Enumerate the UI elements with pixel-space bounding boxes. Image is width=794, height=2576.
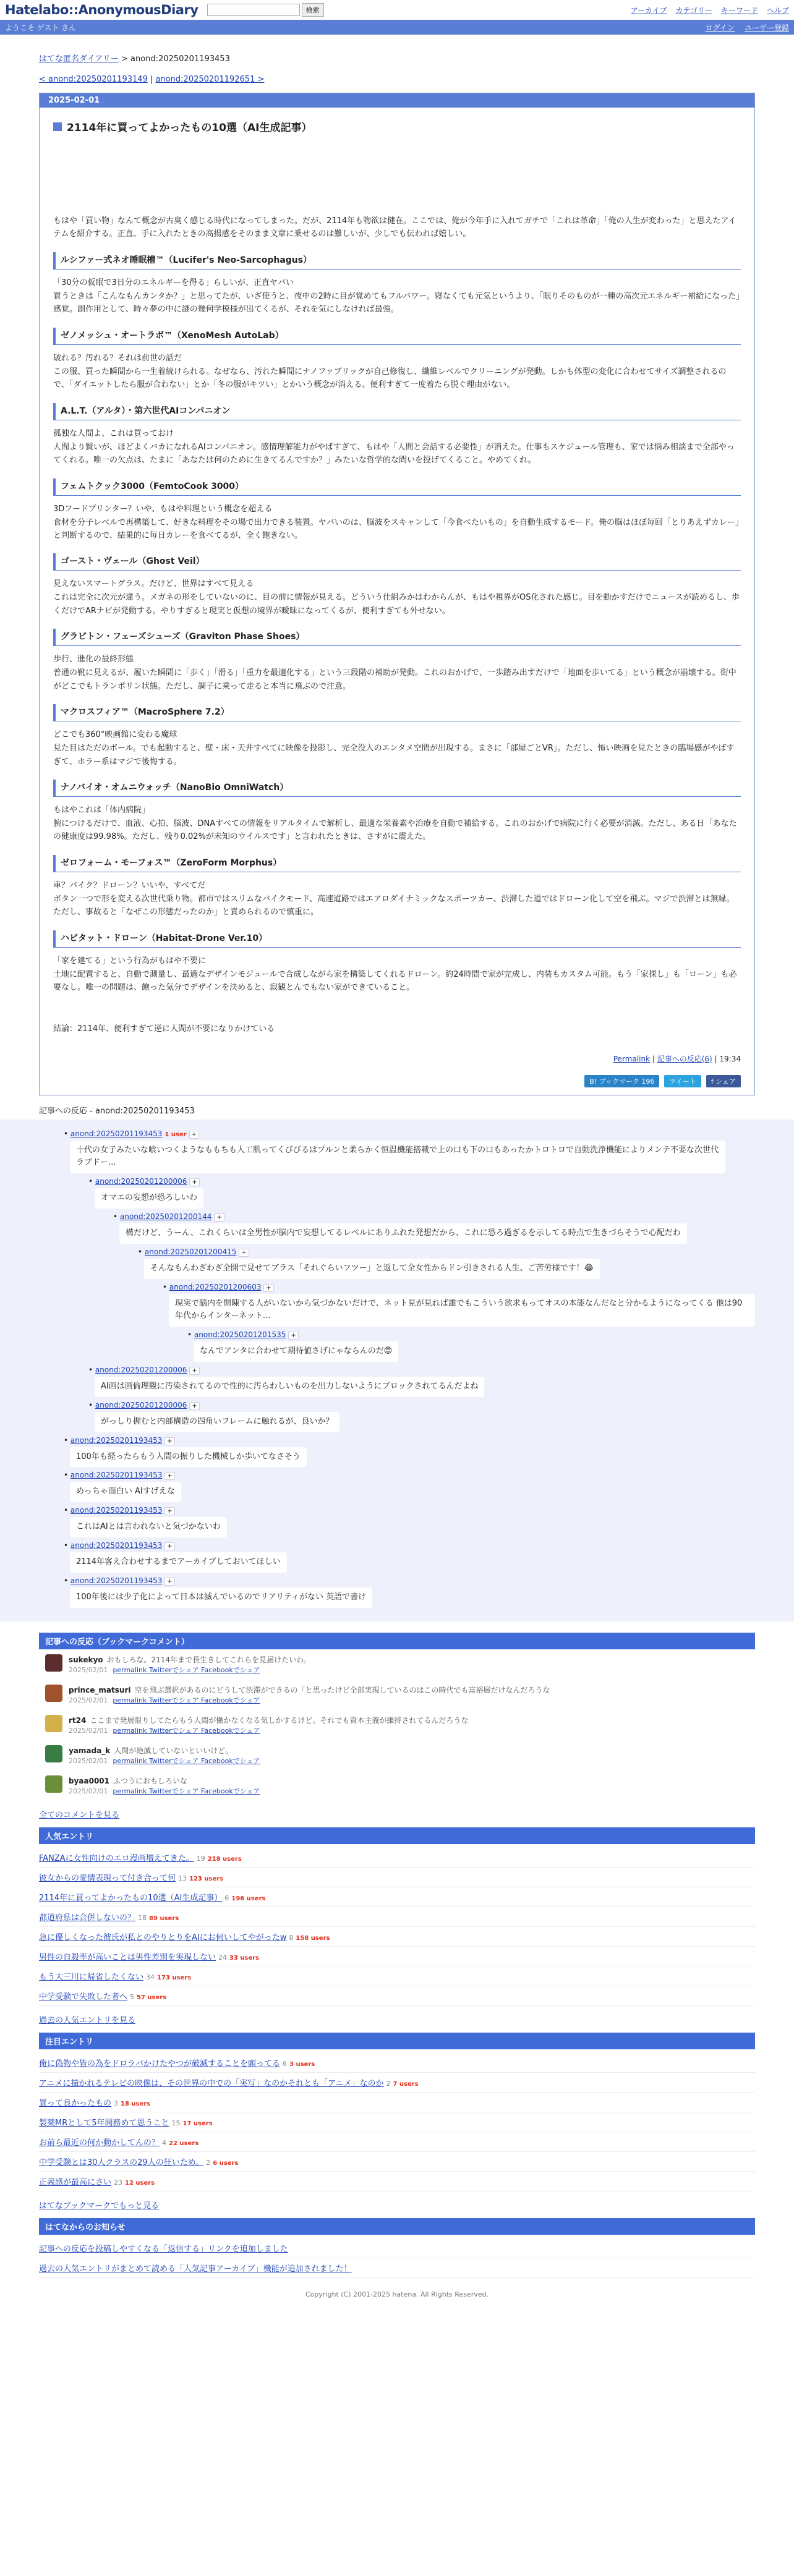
product-description: 腕につけるだけで、血液、心拍、脳波、DNAすべての情報をリアルタイムで解析し、最適な栄養素や治療を自動で補給する。これのおかげで病院に行く必要が消滅。ただし、ある日「あなたの健康度は99.98%。ただし、残り0.02%が未知のウイルスです」と言われたときは、さすがに震えた。 bbox=[53, 819, 737, 842]
expand-icon[interactable]: + bbox=[164, 1578, 174, 1586]
popular-entry bbox=[39, 1966, 755, 1986]
comment-count: 6 bbox=[283, 2059, 288, 2068]
reaction-item bbox=[64, 1436, 755, 1468]
reaction-tree bbox=[0, 1120, 794, 1622]
entry-link[interactable]: 2114年に買ってよかったもの10選（AI生成記事） bbox=[39, 1893, 223, 1903]
user-count-badge[interactable]: 173 users bbox=[157, 1974, 192, 1981]
expand-icon[interactable]: + bbox=[189, 1131, 199, 1139]
entry-link[interactable]: 彼女からの愛情表現って付き合って何 bbox=[39, 1873, 176, 1883]
user-count-badge[interactable]: 33 users bbox=[229, 1954, 260, 1962]
reactions-title: 記事への反応 - anond:20250201193453 bbox=[39, 1106, 195, 1116]
reaction-item bbox=[88, 1177, 755, 1209]
welcome-text: ようこそ ゲスト さん bbox=[5, 23, 77, 32]
bookmark-date: 2025/02/01 bbox=[69, 1696, 108, 1704]
bullet-icon: • bbox=[88, 1366, 95, 1374]
reaction-header bbox=[138, 1248, 755, 1256]
bookmark-user[interactable]: rt24 bbox=[69, 1715, 87, 1725]
user-count-badge[interactable]: 12 users bbox=[125, 2179, 155, 2187]
user-count-badge[interactable]: 17 users bbox=[182, 2120, 213, 2127]
expand-icon[interactable]: + bbox=[164, 1437, 174, 1445]
nav-help[interactable]: ヘルプ bbox=[766, 6, 789, 15]
reaction-header bbox=[64, 1541, 755, 1550]
reaction-item bbox=[163, 1283, 755, 1327]
all-comments-link[interactable]: 全てのコメントを見る bbox=[39, 1810, 120, 1820]
reaction-header bbox=[88, 1177, 755, 1186]
comment-count: 19 bbox=[196, 1854, 205, 1863]
bookmark-date: 2025/02/01 bbox=[69, 1726, 108, 1735]
bookmark-links[interactable]: permalink Twitterでシェア Facebookでシェア bbox=[113, 1787, 260, 1795]
popular-entries bbox=[39, 1827, 755, 2025]
user-bar bbox=[0, 20, 794, 35]
reaction-item bbox=[88, 1401, 755, 1432]
bookmark-row bbox=[39, 1740, 755, 1770]
entry-nav-sep: | bbox=[147, 75, 156, 84]
expand-icon[interactable]: + bbox=[189, 1367, 199, 1375]
reaction-link[interactable]: anond:20250201200144 bbox=[119, 1212, 212, 1222]
product-heading: ゼノメッシュ・オートラボ™（XenoMesh AutoLab） bbox=[53, 328, 741, 345]
entry-link[interactable]: 買って良かったもの bbox=[39, 2098, 112, 2108]
breadcrumb-current: anond:20250201193453 bbox=[130, 54, 230, 64]
comment-count: 18 bbox=[138, 1913, 147, 1922]
reaction-header bbox=[113, 1212, 755, 1221]
product-description: 食材を分子レベルで再構築して、好きな料理をその場で出力できる装置。ヤバいのは、脳波をスキャンして「今食べたいもの」を自動生成するモード。俺の脳はほぼ毎回「とりあえずカレー」と判断するので、結果的に毎日カレーを食べてるが、全く飽きない。 bbox=[53, 517, 740, 540]
bookmark-comment: 空を飛ぶ選択があるのにどうして渋滞ができるの「と思ったけど全部実現しているのはこの時代でも富裕層だけなんだろうな bbox=[134, 1685, 550, 1694]
bullet-icon: • bbox=[113, 1212, 120, 1222]
comment-count: 13 bbox=[178, 1874, 187, 1882]
entry-link[interactable]: 急に優しくなった彼氏が私とのやりとりをAIにお伺いしてやがったw bbox=[39, 1932, 287, 1942]
popular-entry bbox=[39, 1947, 755, 1966]
entry-link[interactable]: アニメに描かれるテレビの映像は、その世界の中での「実写」なのかそれとも「アニメ」なのか bbox=[39, 2078, 384, 2088]
product-description: これは完全に次元が違う。メガネの形をしていないのに、目の前に情報が見える。どういう仕組みかはわからんが、もはや視界がOS化された感じ。目を動かすだけでニュースが読めるし、歩くだけでARナビが発動する。やりすぎると現実と仮想の境界が曖昧になってくるが、便利すぎても外せない。 bbox=[53, 593, 740, 616]
comment-count: 4 bbox=[162, 2138, 167, 2147]
bookmark-comment: ふつうにおもしろいな bbox=[113, 1776, 188, 1785]
product-heading: A.L.T.（アルタ）・第六世代AIコンパニオン bbox=[53, 403, 741, 420]
reaction-link[interactable]: anond:20250201193453 bbox=[70, 1506, 163, 1515]
product-list bbox=[53, 252, 741, 995]
entry-nav bbox=[39, 75, 755, 84]
prev-entry-link[interactable]: < anond:20250201193149 bbox=[39, 75, 148, 84]
user-count-badge[interactable]: 123 users bbox=[189, 1875, 224, 1882]
bookmark-comments-title: 記事への反応（ブックマークコメント） bbox=[39, 1633, 755, 1649]
comment-count: 5 bbox=[130, 1992, 135, 2001]
product-tagline: 破れる？汚れる？それは前世の話だ bbox=[53, 353, 182, 363]
conclusion: 結論：2114年、便利すぎて逆に人間が不要になりかけている bbox=[53, 1024, 275, 1034]
reaction-link[interactable]: anond:20250201200603 bbox=[169, 1282, 262, 1291]
reaction-item bbox=[138, 1248, 755, 1279]
popular-entry bbox=[39, 1986, 755, 2006]
product-description: 人間より賢いが、ほどよくバカになれるAIコンパニオン。感情理解能力がやばすぎて、もはや「人間と会話する必要性」が消えた。仕事もスケジュール管理も、家では悩み相談まで全部やってくれる。唯一の欠点は、たまに「あなたは何のために生きてるんですか？」みたいな哲学的な問いを投げてくること。やめてくれ。 bbox=[53, 442, 735, 465]
article-title[interactable] bbox=[53, 119, 741, 134]
reaction-text: 100年後には少子化によって日本は滅んでいるのでリアリティがない 英語で書け bbox=[70, 1588, 372, 1608]
attention-entry bbox=[39, 2132, 755, 2152]
bookmark-user[interactable]: yamada_k bbox=[69, 1746, 111, 1755]
comment-count: 15 bbox=[171, 2119, 181, 2127]
notice-link[interactable]: 過去の人気エントリがまとめて読める「人気記事アーカイブ」機能が追加されました！ bbox=[39, 2264, 352, 2274]
bookmark-row bbox=[39, 1710, 755, 1740]
reaction-header bbox=[187, 1330, 755, 1339]
entry-link[interactable]: FANZAに女性向けのエロ漫画増えてきた。 bbox=[39, 1853, 194, 1863]
user-count-badge[interactable]: 6 users bbox=[213, 2159, 239, 2167]
reaction-header bbox=[88, 1366, 755, 1374]
article-footer: Permalink | 記事への反応(6) | 19:34 bbox=[613, 1054, 741, 1063]
reaction-header bbox=[64, 1471, 755, 1479]
reaction-link[interactable]: anond:20250201200006 bbox=[95, 1400, 187, 1409]
avatar[interactable] bbox=[45, 1745, 62, 1762]
reaction-link[interactable]: anond:20250201193453 bbox=[70, 1576, 163, 1585]
reaction-item bbox=[88, 1366, 755, 1397]
attention-entry bbox=[39, 2073, 755, 2093]
popular-entry bbox=[39, 1907, 755, 1927]
reaction-text: オマエの妄想が恐ろしいわ bbox=[95, 1188, 203, 1209]
popular-entry bbox=[39, 1848, 755, 1868]
nav-archive[interactable]: アーカイブ bbox=[630, 6, 667, 15]
attention-entry bbox=[39, 2053, 755, 2073]
product-tagline: 3Dフードプリンター？いや、もはや料理という概念を超える bbox=[53, 504, 273, 514]
blank-area bbox=[53, 134, 741, 215]
popular-entry bbox=[39, 1868, 755, 1887]
entry-link[interactable]: 中学受験とは30人クラスの29人の狂いため。 bbox=[39, 2157, 204, 2167]
product-heading: ナノバイオ・オムニウォッチ（NanoBio OmniWatch） bbox=[53, 780, 741, 797]
reaction-text: これはAIとは言われないと気づかないわ bbox=[70, 1517, 227, 1537]
title-square-icon bbox=[53, 122, 62, 131]
reaction-item bbox=[187, 1330, 755, 1362]
nav-category[interactable]: カテゴリー bbox=[675, 6, 712, 15]
reaction-item bbox=[64, 1129, 755, 1174]
reaction-item bbox=[64, 1471, 755, 1502]
comment-count: 24 bbox=[218, 1953, 228, 1962]
bullet-icon: • bbox=[88, 1400, 95, 1409]
bullet-icon: • bbox=[64, 1471, 70, 1480]
reaction-header bbox=[64, 1129, 755, 1138]
bookmark-user[interactable]: sukekyo bbox=[69, 1655, 103, 1664]
avatar[interactable] bbox=[45, 1715, 62, 1732]
reaction-header bbox=[163, 1283, 755, 1291]
reaction-text: なんでアンタに合わせて期待値さげにゃならんのだ😡 bbox=[194, 1341, 398, 1362]
bullet-icon: • bbox=[64, 1129, 70, 1138]
article-body bbox=[40, 108, 754, 1095]
top-nav bbox=[631, 5, 789, 15]
bullet-icon: • bbox=[64, 1506, 70, 1515]
expand-icon[interactable]: + bbox=[239, 1249, 249, 1257]
reaction-text: 構だけど、うーん、これくらいは全男性が脳内で妄想してるレベルにありふれた発想だから、これに恐ろ過ぎるを示してる時点で生きづらそうで心配だわ bbox=[119, 1223, 687, 1244]
reaction-item bbox=[64, 1576, 755, 1608]
breadcrumb bbox=[39, 52, 755, 64]
product-tagline: もはやこれは「体内病院」 bbox=[53, 806, 150, 815]
comment-count: 34 bbox=[146, 1973, 155, 1981]
bookmark-links[interactable]: permalink Twitterでシェア Facebookでシェア bbox=[113, 1665, 260, 1674]
reaction-text: AI画は画倫理観に汚染されてるので性的に汚らわしいものを出力しないようにブロックされてるんだよね bbox=[95, 1377, 484, 1397]
reaction-text: 2114年客え合わせするまでアーカイブしておいてほしい bbox=[70, 1552, 287, 1573]
bookmark-links[interactable]: permalink Twitterでシェア Facebookでシェア bbox=[113, 1696, 260, 1704]
bullet-icon: • bbox=[187, 1330, 194, 1340]
product-tagline: 歩行、進化の最終形態 bbox=[53, 655, 134, 665]
attention-entry bbox=[39, 2093, 755, 2112]
facebook-share-button[interactable]: f シェア bbox=[706, 1075, 741, 1087]
product-description: 土地に配置すると、自動で測量し、最適なデザインモジュールで合成しながら家を構築してくれるドローン。約24時間で家が完成し、内装もカスタム可能。もう「家探し」も「ローン」も必要なし。唯一の問題は、飽った気分でデザインを決めると、寂観とんでもない家ができていること。 bbox=[53, 969, 737, 993]
product-heading: グラビトン・フェーズシューズ（Graviton Phase Shoes） bbox=[53, 629, 741, 646]
product-description: ボタン一つで形を変える次世代乗り物。都市ではスリムなバイクモード、高速道路ではエアロダイナミックなスポーツカー、渋滞した道ではドローン化して空を飛ぶ。マジで渋滞とは無縁。ただし、事故ると「なぜこの形態だったのか」と責められるので慎重に。 bbox=[53, 894, 735, 917]
bookmark-date: 2025/02/01 bbox=[69, 1787, 108, 1795]
notice-item bbox=[39, 2238, 755, 2258]
reaction-link[interactable]: anond:20250201200006 bbox=[95, 1366, 187, 1374]
bullet-icon: • bbox=[64, 1435, 70, 1445]
notice-title: はてなからのお知らせ bbox=[39, 2218, 755, 2235]
breadcrumb-home[interactable]: はてな匿名ダイアリー bbox=[39, 54, 119, 64]
product-heading: ルシファー式ネオ睡眠槽™（Lucifer's Neo-Sarcophagus） bbox=[53, 252, 741, 270]
popular-entry bbox=[39, 1887, 755, 1907]
reaction-text: めっちゃ面白い AIすげえな bbox=[70, 1482, 181, 1502]
user-count-badge[interactable]: 89 users bbox=[149, 1915, 179, 1922]
bookmark-user[interactable]: prince_matsuri bbox=[69, 1685, 131, 1694]
top-header bbox=[0, 0, 794, 20]
bookmark-comment: おもしろな。2114年まで長生きしてこれらを見届けたいわ。 bbox=[106, 1655, 311, 1664]
reaction-text: 現実で脳内を開陳する人がいないから気づかないだけで、ネット見が見れば誰でもこういう欲求もってオスの本能なんだなと分かるようになってくる 他は90年代からインターネット... bbox=[169, 1294, 755, 1327]
comment-count: 8 bbox=[289, 1933, 294, 1942]
popular-title: 人気エントリ bbox=[39, 1827, 755, 1844]
user-count-badge[interactable]: 7 users bbox=[393, 2080, 419, 2088]
product-heading: ゴースト・ヴェール（Ghost Veil） bbox=[53, 553, 741, 571]
product-tagline: 見えないスマートグラス。だけど、世界はすべて見える bbox=[53, 579, 254, 589]
entry-link[interactable]: 製薬MRとして5年間務めて思うこと bbox=[39, 2118, 169, 2128]
bookmark-date: 2025/02/01 bbox=[69, 1665, 108, 1674]
product-tagline: 「30分の仮眠で3日分のエネルギーを得る」らしいが、正直ヤバい bbox=[53, 278, 294, 287]
reaction-link[interactable]: anond:20250201193453 bbox=[70, 1129, 163, 1138]
bullet-icon: • bbox=[64, 1541, 70, 1550]
reaction-link[interactable]: anond:20250201193453 bbox=[70, 1435, 163, 1445]
avatar[interactable] bbox=[45, 1775, 62, 1793]
bookmark-row bbox=[39, 1770, 755, 1801]
attention-more-link[interactable]: はてなブックマークでもっと見る bbox=[39, 2201, 160, 2211]
attention-entry bbox=[39, 2172, 755, 2191]
notice-section bbox=[39, 2218, 755, 2278]
entry-link[interactable]: 俺に偽物や皆の為をドロラバかけたやつが破滅することを願ってる bbox=[39, 2059, 281, 2068]
product-description: 見た目はただのボール。でも起動すると、壁・床・天井すべてに映像を投影し、完全没入のエンタメ空間が出現する。まさに「部屋ごとVR」。ただし、怖い映画を見たときの臨場感がやばすぎて、ホラー系はマジで後悔する。 bbox=[53, 744, 735, 767]
attention-entries bbox=[39, 2033, 755, 2211]
attention-entry bbox=[39, 2112, 755, 2132]
bookmark-date: 2025/02/01 bbox=[69, 1756, 108, 1765]
copyright: Copyright (C) 2001-2025 hatena. All Rights Reserved. bbox=[305, 2290, 489, 2298]
reaction-text: そんなもんわざわざ全開で見せてブラス「それぐらいフツー」と返して全女性からドン引きされる人生、ご苦労様です！😂 bbox=[144, 1259, 600, 1279]
bullet-icon: • bbox=[138, 1247, 145, 1256]
tweet-button[interactable]: ツイート bbox=[664, 1075, 701, 1087]
product-heading: ゼロフォーム・モーフォス™（ZeroForm Morphus） bbox=[53, 855, 741, 872]
entry-link[interactable]: 都道府県は合併しないの？ bbox=[39, 1913, 136, 1923]
entry-link[interactable]: 正義感が最高にさい bbox=[39, 2177, 112, 2187]
expand-icon[interactable]: + bbox=[263, 1284, 273, 1292]
reaction-link[interactable]: anond:20250201201535 bbox=[194, 1330, 286, 1340]
entry-date: 2025-02-01 bbox=[40, 93, 754, 108]
product-tagline: 車？バイク？ドローン？いいや、すべてだ bbox=[53, 880, 205, 890]
reaction-header bbox=[64, 1436, 755, 1445]
post-time: 19:34 bbox=[719, 1054, 741, 1063]
expand-icon[interactable]: + bbox=[189, 1178, 199, 1186]
attention-title: 注目エントリ bbox=[39, 2033, 755, 2049]
product-description: この服、買った瞬間から一生着続けられる。なぜなら、汚れた瞬間にナノファブリックが自己修復し、繊維レベルでクリーニングが発動。しかも体型の変化に合わせてサイズ調整されるので、「ダイエットしたら服が合わない」とか「冬の服がキツい」とかいう概念が消える。便利すぎて一度着たら脱ぐ理由がない。 bbox=[53, 367, 727, 390]
bullet-icon: • bbox=[163, 1282, 169, 1291]
comment-count: 2 bbox=[206, 2158, 211, 2167]
bookmark-comments bbox=[39, 1633, 755, 1801]
bullet-icon: • bbox=[88, 1177, 95, 1186]
expand-icon[interactable]: + bbox=[164, 1472, 174, 1480]
product-tagline: 「家を建てる」という行為がもはや不要に bbox=[53, 956, 207, 966]
product-tagline: 孤独な人間よ、これは買っておけ bbox=[53, 428, 174, 438]
comment-count: 6 bbox=[224, 1894, 229, 1902]
bookmark-links[interactable]: permalink Twitterでシェア Facebookでシェア bbox=[113, 1726, 260, 1735]
expand-icon[interactable]: + bbox=[164, 1507, 174, 1515]
avatar[interactable] bbox=[45, 1685, 62, 1702]
next-entry-link[interactable]: anond:20250201192651 > bbox=[155, 75, 265, 84]
article-title-text: 2114年に買ってよかったもの10選（AI生成記事） bbox=[67, 122, 312, 134]
popular-more-link[interactable]: 過去の人気エントリを見る bbox=[39, 2015, 136, 2025]
expand-icon[interactable]: + bbox=[288, 1332, 298, 1340]
user-count-badge[interactable]: 158 users bbox=[296, 1934, 330, 1942]
product-heading: ハビタット・ドローン（Habitat-Drone Ver.10） bbox=[53, 930, 741, 948]
entry-link[interactable]: もう大三川に帰省したくない bbox=[39, 1972, 144, 1982]
notice-item bbox=[39, 2258, 755, 2278]
bookmark-links[interactable]: permalink Twitterでシェア Facebookでシェア bbox=[113, 1756, 260, 1765]
reactions-link[interactable]: 記事への反応(6) bbox=[657, 1054, 712, 1063]
reaction-link[interactable]: anond:20250201200006 bbox=[95, 1177, 187, 1186]
bookmark-row bbox=[39, 1680, 755, 1710]
breadcrumb-sep: > bbox=[118, 54, 131, 64]
site-logo[interactable]: Hatelabo::AnonymousDiary bbox=[5, 2, 198, 17]
expand-icon[interactable]: + bbox=[189, 1402, 199, 1410]
search-input[interactable] bbox=[207, 4, 300, 16]
bookmark-user[interactable]: byaa0001 bbox=[69, 1776, 110, 1785]
reaction-header bbox=[64, 1576, 755, 1585]
comment-count: 3 bbox=[114, 2099, 119, 2107]
reaction-text: 100年も経ったらもう人間の振りした機械しか歩いてなさそう bbox=[70, 1447, 307, 1468]
entry-link[interactable]: 中学受験で失敗した者へ bbox=[39, 1992, 128, 2002]
permalink-link[interactable]: Permalink bbox=[613, 1054, 651, 1063]
user-count-badge[interactable]: 18 users bbox=[121, 2100, 151, 2107]
reaction-link[interactable]: anond:20250201193453 bbox=[70, 1471, 163, 1480]
diary-entry bbox=[39, 93, 755, 1095]
reaction-item bbox=[113, 1212, 755, 1244]
bullet-icon: • bbox=[64, 1576, 70, 1585]
entry-link[interactable]: お前ら最近の何か動かしてんの？ bbox=[39, 2138, 160, 2148]
bookmark-button[interactable]: B! ブックマーク 196 bbox=[584, 1075, 659, 1087]
intro-paragraph: もはや「買い物」なんて概念が古臭く感じる時代になってしまった。だが、2114年も物欲は健在。ここでは、俺が今年手に入れてガチで「これは革命」「俺の人生が変わった」と思えたアイテムを紹介する。正直、手に入れたときの高揚感をそのまま文章に乗せるのは難しいが、少しでも伝われば嬉しい。 bbox=[53, 216, 736, 239]
popular-entry bbox=[39, 1927, 755, 1947]
user-count-badge[interactable]: 57 users bbox=[137, 1994, 167, 2001]
user-count-badge[interactable]: 22 users bbox=[169, 2140, 199, 2147]
bookmark-comment: 人間が絶滅していないといいけど。 bbox=[114, 1746, 233, 1755]
comment-count: 23 bbox=[114, 2178, 123, 2187]
reaction-header bbox=[64, 1506, 755, 1515]
reaction-item bbox=[64, 1506, 755, 1537]
bookmark-row bbox=[39, 1649, 755, 1680]
product-description: 普通の靴に見えるが、履いた瞬間に「歩く」「滑る」「重力を最適化する」という三段階の補助が発動。これのおかげで、一歩踏み出すだけで「地面を歩いてる」という概念が崩壊する。街中がどこでもトランポリン状態。ただし、調子に乗って走ると本当に飛ぶので注意。 bbox=[53, 668, 736, 691]
user-count-badge[interactable]: 196 users bbox=[231, 1895, 266, 1902]
product-heading: マクロスフィア™（MacroSphere 7.2） bbox=[53, 704, 741, 721]
share-bar bbox=[53, 1075, 741, 1087]
user-count-badge[interactable]: 1 user bbox=[164, 1131, 187, 1138]
reaction-link[interactable]: anond:20250201193453 bbox=[70, 1541, 163, 1550]
login-link[interactable]: ログイン bbox=[705, 23, 735, 32]
expand-icon[interactable]: + bbox=[164, 1542, 174, 1550]
reaction-header bbox=[88, 1401, 755, 1409]
reaction-text: 十代の女子みたいな喰いつくようなももちも人工肌ってくびびるはプルンと柔らかく恒温機能搭載で上の口も下の口もあったかトロトロで自動洗浄機能によりメンテ不要な次世代ラブドー... bbox=[70, 1141, 725, 1174]
register-link[interactable]: ユーザー登録 bbox=[744, 23, 789, 32]
attention-entry bbox=[39, 2152, 755, 2172]
avatar[interactable] bbox=[45, 1654, 62, 1672]
bookmark-comment: ここまで発展限りしてたらもう人間が働かなくなる気しかするけど。それでも資本主義が維持されてるんだろうな bbox=[90, 1715, 469, 1725]
notice-link[interactable]: 記事への反応を投稿しやすくなる「返信する」リンクを追加しました bbox=[39, 2244, 288, 2254]
user-count-badge[interactable]: 3 users bbox=[289, 2060, 315, 2068]
product-tagline: どこでも360°映画館に変わる魔球 bbox=[53, 730, 177, 740]
reaction-link[interactable]: anond:20250201200415 bbox=[144, 1247, 237, 1256]
user-count-badge[interactable]: 218 users bbox=[207, 1855, 242, 1863]
comment-count: 2 bbox=[386, 2079, 391, 2088]
entry-link[interactable]: 男性の自殺率が高いことは男性差別を実現しない bbox=[39, 1952, 216, 1962]
search-button[interactable]: 検索 bbox=[302, 3, 324, 17]
reaction-text: がっしり握むと内部構造の四角いフレームに触れるが、良いか？ bbox=[95, 1412, 339, 1432]
product-description: 買うときは「こんなもんカンタか？」と思ってたが、いざ使うと、夜中の2時に目が覚めてもフルパワー。寝なくても元気というより、「眠りそのものが一種の高次元エネルギー補給になった」感覚。副作用として、時々夢の中に謎の幾何学模様が出てくるが、それを気にしなければ最強。 bbox=[53, 291, 740, 315]
reaction-item bbox=[64, 1541, 755, 1573]
expand-icon[interactable]: + bbox=[214, 1214, 224, 1222]
product-heading: フェムトクック3000（FemtoCook 3000） bbox=[53, 478, 741, 496]
nav-keyword[interactable]: キーワード bbox=[720, 6, 758, 15]
